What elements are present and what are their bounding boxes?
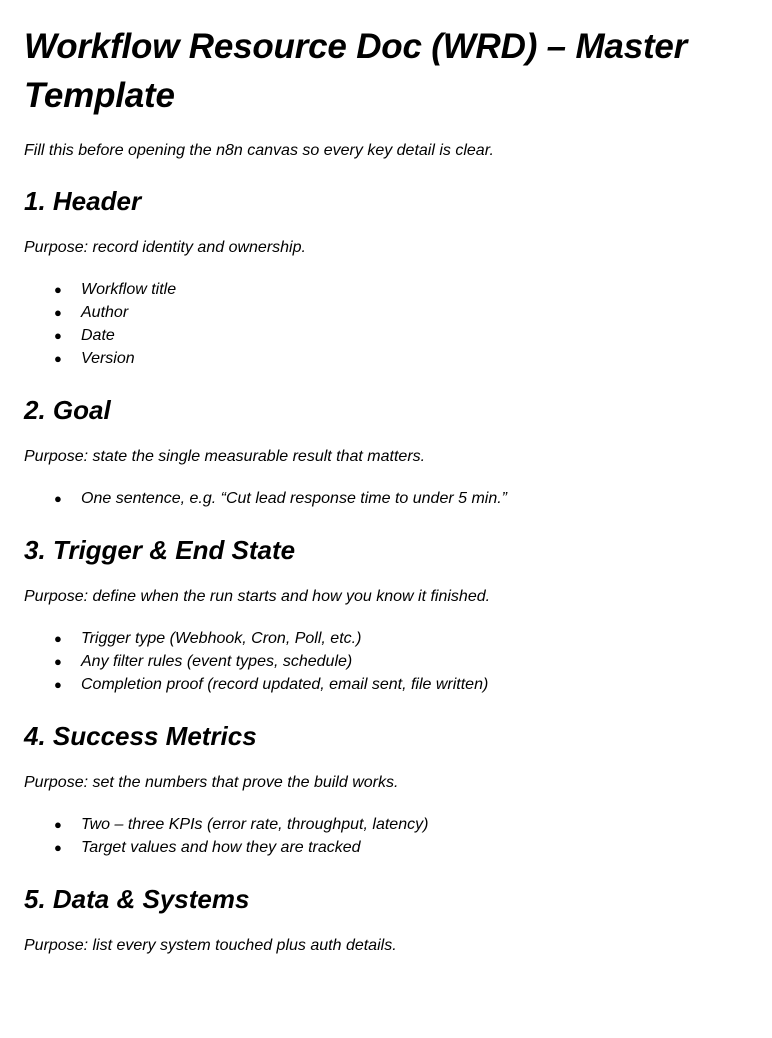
bullet-icon: ●: [54, 677, 62, 692]
list-item: [24, 673, 742, 696]
list-item-text: Completion proof (record updated, email sent, file written): [81, 676, 489, 693]
bullet-list: [24, 278, 742, 370]
section-purpose: Purpose: define when the run starts and how you know it finished.: [24, 588, 491, 605]
list-item: [24, 324, 742, 347]
list-item: [24, 487, 742, 510]
bullet-list: [24, 487, 742, 510]
section-purpose: Purpose: state the single measurable result that matters.: [24, 448, 426, 465]
bullet-icon: ●: [54, 840, 62, 855]
bullet-icon: ●: [54, 631, 62, 646]
list-item: [24, 650, 742, 673]
bullet-icon: ●: [54, 305, 62, 320]
section-purpose: Purpose: list every system touched plus auth details.: [24, 937, 397, 954]
document-title: Workflow Resource Doc (WRD) – Master Template: [24, 27, 688, 115]
list-item-text: Workflow title: [81, 281, 177, 298]
bullet-icon: ●: [54, 491, 62, 506]
section-purpose: Purpose: set the numbers that prove the build works.: [24, 774, 399, 791]
section-goal: [24, 394, 742, 510]
list-item-text: Two – three KPIs (error rate, throughput, latency): [81, 816, 429, 833]
list-item-text: Trigger type (Webhook, Cron, Poll, etc.): [81, 630, 362, 647]
list-item: [24, 347, 742, 370]
list-item-text: One sentence, e.g. “Cut lead response time to under 5 min.”: [81, 490, 508, 507]
section-purpose: Purpose: record identity and ownership.: [24, 239, 306, 256]
list-item-text: Author: [81, 304, 129, 321]
bullet-icon: ●: [54, 654, 62, 669]
bullet-list: [24, 627, 742, 696]
document-intro: Fill this before opening the n8n canvas so every key detail is clear.: [24, 142, 494, 159]
list-item-text: Version: [81, 350, 135, 367]
list-item: [24, 627, 742, 650]
list-item: [24, 813, 742, 836]
bullet-icon: ●: [54, 351, 62, 366]
section-heading: 2. Goal: [24, 395, 111, 425]
bullet-list: [24, 813, 742, 859]
list-item-text: Date: [81, 327, 115, 344]
section-heading: 1. Header: [24, 186, 142, 216]
list-item-text: Any filter rules (event types, schedule): [81, 653, 353, 670]
list-item: [24, 301, 742, 324]
section-header: [24, 185, 742, 370]
list-item-text: Target values and how they are tracked: [81, 839, 361, 856]
list-item: [24, 278, 742, 301]
list-item: [24, 836, 742, 859]
section-heading: 3. Trigger & End State: [24, 535, 296, 565]
bullet-icon: ●: [54, 282, 62, 297]
bullet-icon: ●: [54, 328, 62, 343]
bullet-icon: ●: [54, 817, 62, 832]
section-heading: 4. Success Metrics: [24, 721, 257, 751]
section-heading: 5. Data & Systems: [24, 884, 250, 914]
section-trigger-end-state: [24, 534, 742, 696]
section-data-systems: [24, 883, 742, 956]
section-success-metrics: [24, 720, 742, 859]
